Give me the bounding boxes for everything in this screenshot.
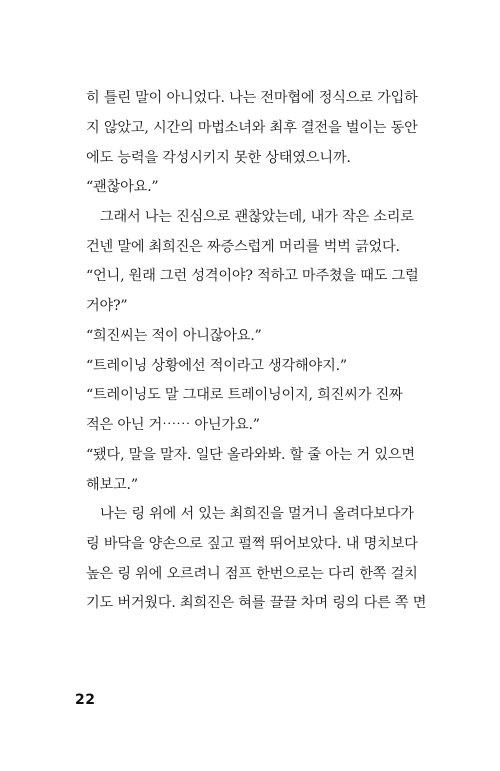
text-line: 그래서 나는 진심으로 괜찮았는데, 내가 작은 소리로 bbox=[100, 209, 414, 225]
text-line: “트레이닝도 말 그대로 트레이닝이지, 희진씨가 진짜 bbox=[86, 387, 403, 403]
text-line: “희진씨는 적이 아니잖아요.” bbox=[86, 328, 262, 344]
text-line: 적은 아닌 거⋯⋯ 아닌가요.” bbox=[86, 417, 260, 433]
text-line: 히 틀린 말이 아니었다. 나는 전마협에 정식으로 가입하 bbox=[86, 90, 418, 106]
text-line: 높은 링 위에 오르려니 점프 한번으로는 다리 한쪽 걸치 bbox=[86, 566, 418, 582]
text-line: 건넨 말에 최희진은 짜증스럽게 머리를 벅벅 긁었다. bbox=[86, 239, 400, 255]
text-line: 에도 능력을 각성시키지 못한 상태였으니까. bbox=[86, 150, 351, 166]
text-line: “트레이닝 상황에선 적이라고 생각해야지.” bbox=[86, 358, 347, 374]
text-line: 기도 버거웠다. 최희진은 혀를 끌끌 차며 링의 다른 쪽 면 bbox=[86, 595, 427, 611]
text-line: “괜찮아요.” bbox=[86, 179, 159, 195]
text-line: 링 바닥을 양손으로 짚고 펄쩍 뛰어보았다. 내 명치보다 bbox=[86, 536, 418, 552]
text-line: “언니, 원래 그런 성격이야? 적하고 마주쳤을 때도 그럴 bbox=[86, 268, 419, 284]
text-line: 나는 링 위에 서 있는 최희진을 멀거니 올려다보다가 bbox=[100, 506, 414, 522]
page-number: 22 bbox=[75, 692, 96, 708]
text-line: 거야?” bbox=[86, 298, 128, 314]
text-line: “됐다, 말을 말자. 일단 올라와봐. 할 줄 아는 거 있으면 bbox=[86, 447, 415, 463]
text-line: 해보고.” bbox=[86, 477, 138, 493]
text-line: 지 않았고, 시간의 마법소녀와 최후 결전을 벌이는 동안 bbox=[86, 120, 418, 136]
